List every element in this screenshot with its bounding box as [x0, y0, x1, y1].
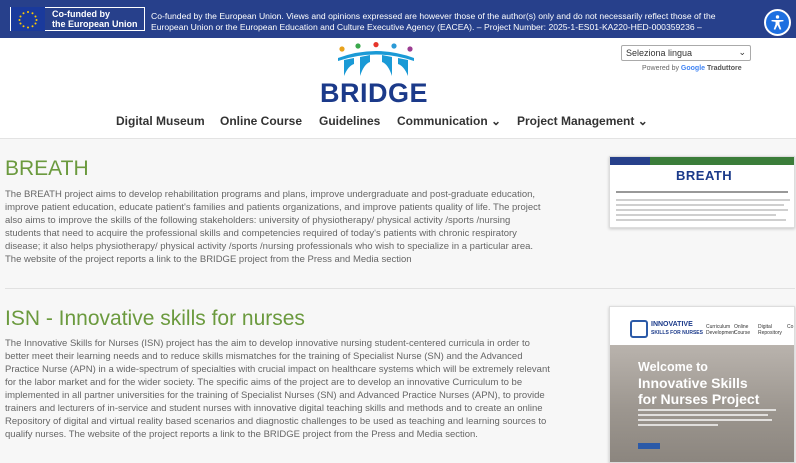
- isn-line: The Innovative Skills for Nurses (ISN) project has the aim to develop innovative nursing student-centered curricula in order to: [5, 338, 530, 349]
- powered-by-text: Powered by: [642, 65, 679, 72]
- accessibility-icon: [769, 14, 786, 31]
- isn-line: implemented in all partner universities for the training of Specialist Nurses (SN) and Advanced Practice Nurses (APN), to provide: [5, 390, 545, 401]
- accessibility-button[interactable]: [764, 9, 791, 36]
- thumb-hero-title-line2: for Nurses Project: [638, 391, 760, 407]
- section-separator: [5, 288, 795, 289]
- chevron-down-icon: ⌄: [738, 47, 746, 57]
- thumb-menu-item: Online Course: [734, 324, 751, 336]
- breath-line: The website of the project reports a link to the BRIDGE project from the Press and Media section: [5, 254, 412, 265]
- google-translate-credit: [642, 65, 742, 72]
- breath-website-thumbnail[interactable]: [609, 156, 795, 228]
- section-title-breath: BREATH: [5, 157, 89, 180]
- thumb-hero-button: [638, 443, 660, 449]
- eu-disclaimer: [151, 11, 751, 33]
- thumb-text-line: [616, 199, 790, 201]
- thumb-nav-line: [616, 191, 788, 193]
- nav-digital-museum[interactable]: Digital Museum: [116, 114, 205, 128]
- isn-line: for the labor market and for the wider society. The specific aims of the project are to develop an innovative Curriculum to be: [5, 377, 523, 388]
- main-nav: [0, 114, 796, 130]
- thumb-menu-item: Curriculum Development: [706, 324, 736, 336]
- nav-online-course[interactable]: Online Course: [220, 114, 303, 128]
- breath-line: students that need to acquire the professional skills and competencies required of today's patients with chronic respiratory: [5, 228, 517, 239]
- language-select[interactable]: [621, 45, 751, 61]
- isn-line: Practice Nurse (APN) in a wide-spectrum of specialties with crucial impact on healthcare systems which will be extremely relevant: [5, 364, 550, 375]
- eu-disclaimer-line2: European Union or the European Education and Culture Executive Agency (EACEA). – Project Number: 2025-1-ES01-KA220-HED-000359236 –: [151, 22, 702, 32]
- isn-line: Repository of digital and virtual reality based scenarios and diagnostic challenges to be used as teaching and learning sources to: [5, 416, 547, 427]
- thumb-menu-item: Digital Repository: [758, 324, 782, 336]
- isn-website-thumbnail[interactable]: [609, 306, 795, 463]
- eu-disclaimer-line1: Co-funded by the European Union. Views and opinions expressed are however those of the author(s) only and do not necessarily reflect those of the: [151, 11, 716, 21]
- google-logo-text: Google: [680, 65, 706, 72]
- isn-line: better meet their learning needs and to reduce skills mismatches for the training of Specialist Nurse (SN) and the Advanced: [5, 351, 523, 362]
- eu-badge: [10, 7, 145, 31]
- eu-badge-text: [45, 9, 138, 29]
- thumb-isn-logo-text: [651, 321, 703, 337]
- breath-line: The BREATH project aims to develop rehabilitation programs and plans, improve undergraduate and post-graduate education,: [5, 189, 536, 200]
- nav-guidelines[interactable]: Guidelines: [319, 114, 381, 128]
- language-select-value: Seleziona lingua: [626, 48, 693, 58]
- thumb-breath-logo: BREATH: [676, 168, 733, 183]
- thumb-text-line: [616, 204, 784, 206]
- thumb-welcome: Welcome to: [638, 360, 708, 374]
- breath-line: improve patient education, educate patient's families and patients organizations, and improve patients quality of life. The project: [5, 202, 541, 213]
- logo-text: BRIDGE: [320, 78, 429, 108]
- thumb-text-line: [616, 214, 776, 216]
- eu-funding-bar: [0, 0, 796, 38]
- section-body-isn: [5, 337, 605, 441]
- thumb-isn-logo-line1: INNOVATIVE: [651, 321, 693, 328]
- isn-line: qualify nurses. The website of the project reports a link to the BRIDGE project from the Press and Media section.: [5, 429, 478, 440]
- isn-line: trainers and lecturers of in-service and student nurses with innovative digital teaching skills and methods and to create an online: [5, 403, 543, 414]
- nav-project-management[interactable]: Project Management ⌄: [517, 114, 648, 128]
- thumb-green-bar: [650, 157, 795, 165]
- breath-line: also aims to improve the skills of the following stakeholders: university of physiotherapy/ physical activity /sports /nursing: [5, 215, 511, 226]
- thumb-text-line: [616, 209, 788, 211]
- eu-badge-line2: the European Union: [52, 19, 138, 29]
- eu-badge-line1: Co-funded by: [52, 9, 110, 19]
- isn-logo-icon: [630, 320, 648, 338]
- thumb-menu-item: Co: [787, 324, 794, 330]
- thumb-text-line: [616, 219, 786, 221]
- section-title-isn: ISN - Innovative skills for nurses: [5, 307, 305, 330]
- section-body-breath: [5, 188, 605, 266]
- nav-communication[interactable]: Communication ⌄: [397, 114, 502, 128]
- translate-text: Traduttore: [707, 65, 742, 72]
- thumb-hero-title-line1: Innovative Skills: [638, 375, 748, 391]
- breath-line: disease; it also helps physiotherapy/ physical activity /sports /nursing professionals who wish to specialize in a particular area.: [5, 241, 534, 252]
- thumb-isn-logo-line2: SKILLS FOR NURSES: [651, 330, 703, 336]
- eu-flag-icon: [11, 7, 45, 31]
- thumb-hero-title: [638, 375, 759, 407]
- thumb-hero-text: [638, 409, 778, 429]
